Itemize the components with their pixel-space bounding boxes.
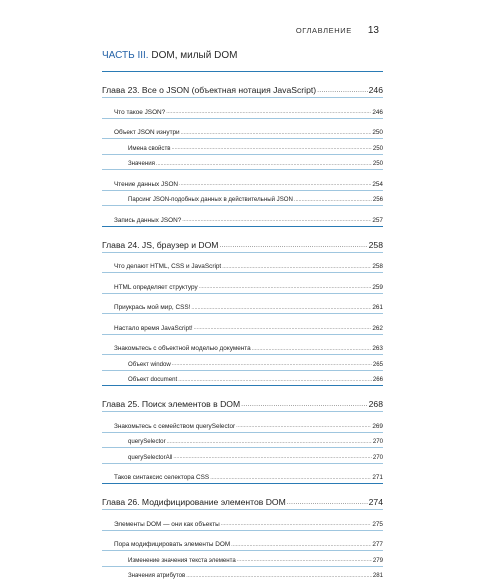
toc-entry-page: 266	[373, 376, 383, 383]
dot-leader	[241, 401, 368, 409]
dot-leader	[294, 197, 372, 204]
toc-entry-page: 258	[372, 263, 383, 270]
toc-entry-title: Чтение данных JSON	[114, 181, 178, 188]
part-title: DOM, милый DOM	[151, 50, 237, 61]
toc-chapter[interactable]	[102, 386, 383, 409]
part-heading	[102, 50, 237, 61]
dot-leader	[191, 305, 371, 312]
toc-section[interactable]	[102, 119, 383, 137]
dot-leader	[287, 499, 368, 507]
toc-section[interactable]	[102, 464, 383, 482]
toc-entry-page: 257	[372, 217, 383, 224]
toc-section[interactable]	[102, 206, 383, 224]
toc-entry-title: Глава 26. Модифицирование элементов DOM	[102, 497, 286, 507]
toc-entry-page: 281	[373, 572, 383, 579]
dot-leader	[194, 325, 372, 332]
toc-entry-title: Глава 23. Все о JSON (объектная нотация JavaScript)	[102, 85, 316, 95]
part-number: ЧАСТЬ III.	[102, 50, 149, 61]
toc-section[interactable]	[102, 253, 383, 271]
dot-leader	[173, 454, 371, 461]
toc-entry-page: 250	[372, 129, 383, 136]
dot-leader	[172, 145, 372, 152]
toc-entry-title: Объект JSON изнутри	[114, 129, 180, 136]
toc-entry-page: 254	[372, 181, 383, 188]
toc-entry-page: 250	[373, 145, 383, 152]
dot-leader	[166, 109, 371, 116]
table-of-contents	[102, 69, 383, 579]
dot-leader	[219, 242, 367, 250]
toc-subsection[interactable]	[102, 355, 383, 368]
dot-leader	[252, 346, 372, 353]
dot-leader	[237, 557, 372, 564]
toc-chapter[interactable]	[102, 227, 383, 250]
dot-leader	[181, 130, 372, 137]
dot-leader	[199, 284, 372, 291]
toc-chapter[interactable]	[102, 484, 383, 507]
toc-subsection[interactable]	[102, 139, 383, 152]
toc-section[interactable]	[102, 294, 383, 312]
toc-subsection[interactable]	[102, 448, 383, 461]
toc-section[interactable]	[102, 170, 383, 188]
toc-entry-page: 246	[372, 109, 383, 116]
toc-entry-title: HTML определяет структуру	[114, 284, 198, 291]
toc-entry-title: querySelector	[128, 438, 166, 445]
toc-entry-page: 279	[373, 557, 383, 564]
toc-entry-page: 250	[373, 160, 383, 167]
dot-leader	[167, 439, 372, 446]
dot-leader	[221, 521, 372, 528]
toc-entry-page: 265	[373, 361, 383, 368]
toc-entry-page: 277	[372, 541, 383, 548]
toc-entry-title: Приукрась мой мир, CSS!	[114, 304, 190, 311]
toc-entry-page: 258	[369, 240, 383, 250]
dot-leader	[156, 161, 372, 168]
page-number: 13	[368, 25, 379, 36]
toc-entry-title: Глава 25. Поиск элементов в DOM	[102, 399, 240, 409]
toc-section[interactable]	[102, 314, 383, 332]
toc-section[interactable]	[102, 531, 383, 549]
toc-entry-title: Значения атрибутов	[128, 572, 185, 579]
toc-section[interactable]	[102, 510, 383, 528]
toc-entry-page: 271	[372, 474, 383, 481]
toc-entry-title: Объект window	[128, 361, 171, 368]
toc-chapter[interactable]	[102, 72, 383, 95]
dot-leader	[222, 264, 371, 271]
toc-entry-title: Знакомьтесь с семейством querySelector	[114, 423, 235, 430]
toc-entry-title: Настало время JavaScript!	[114, 325, 193, 332]
toc-entry-title: querySelectorAll	[128, 454, 172, 461]
toc-entry-page: 261	[372, 304, 383, 311]
toc-entry-page: 275	[372, 521, 383, 528]
dot-leader	[236, 423, 371, 430]
dot-leader	[178, 377, 372, 384]
toc-entry-title: Значения	[128, 160, 155, 167]
dot-leader	[182, 217, 371, 224]
toc-entry-title: Таков синтаксис селектора CSS	[114, 474, 209, 481]
toc-subsection[interactable]	[102, 191, 383, 204]
toc-entry-title: Объект document	[128, 376, 177, 383]
toc-entry-page: 262	[372, 325, 383, 332]
toc-entry-title: Что такое JSON?	[114, 109, 165, 116]
dot-leader	[210, 475, 371, 482]
header-title: ОГЛАВЛЕНИЕ	[296, 26, 352, 35]
toc-subsection[interactable]	[102, 567, 383, 579]
toc-subsection[interactable]	[102, 551, 383, 564]
toc-entry-title: Имена свойств	[128, 145, 171, 152]
toc-section[interactable]	[102, 335, 383, 353]
toc-entry-page: 274	[369, 497, 383, 507]
running-header	[296, 25, 379, 36]
toc-entry-page: 269	[372, 423, 383, 430]
toc-entry-page: 246	[369, 85, 383, 95]
toc-entry-page: 270	[373, 438, 383, 445]
toc-subsection[interactable]	[102, 155, 383, 168]
toc-entry-title: Запись данных JSON?	[114, 217, 181, 224]
toc-subsection[interactable]	[102, 371, 383, 384]
dot-leader	[231, 542, 371, 549]
toc-entry-title: Знакомьтесь с объектной моделью документа	[114, 345, 251, 352]
toc-entry-page: 256	[373, 196, 383, 203]
toc-entry-title: Парсинг JSON-подобных данных в действительный JSON	[128, 196, 293, 203]
dot-leader	[186, 573, 372, 579]
toc-section[interactable]	[102, 412, 383, 430]
toc-subsection[interactable]	[102, 433, 383, 446]
toc-entry-page: 263	[372, 345, 383, 352]
toc-entry-title: Элементы DOM — они как объекты	[114, 521, 220, 528]
dot-leader	[179, 181, 371, 188]
toc-entry-page: 259	[372, 284, 383, 291]
toc-entry-title: Пора модифицировать элементы DOM	[114, 541, 230, 548]
dot-leader	[172, 361, 372, 368]
toc-entry-page: 268	[369, 399, 383, 409]
toc-entry-title: Что делают HTML, CSS и JavaScript	[114, 263, 221, 270]
toc-section[interactable]	[102, 98, 383, 116]
dot-leader	[317, 87, 368, 95]
toc-entry-title: Изменение значения текста элемента	[128, 557, 236, 564]
toc-entry-title: Глава 24. JS, браузер и DOM	[102, 240, 218, 250]
toc-section[interactable]	[102, 273, 383, 291]
toc-entry-page: 270	[373, 454, 383, 461]
